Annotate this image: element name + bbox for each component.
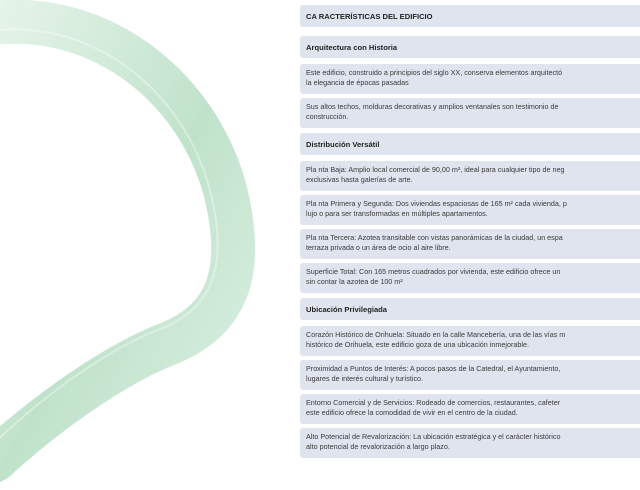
feature-text-line: Este edificio, construido a principios del siglo XX, conserva elementos arquitectó: [306, 68, 563, 77]
feature-text-line: exclusivas hasta galerías de arte.: [306, 175, 413, 185]
feature-item: [300, 326, 640, 356]
section-heading-distribution: [300, 133, 640, 155]
feature-text-line: Pla nta Tercera: Azotea transitable con vistas panorámicas de la ciudad, un espa: [306, 233, 563, 242]
panel-title: [300, 5, 640, 27]
feature-item: [300, 98, 640, 128]
feature-item: [300, 195, 640, 225]
feature-text-line: alto potencial de revalorización a largo plazo.: [306, 442, 450, 452]
feature-text-line: construcción.: [306, 112, 349, 122]
feature-item: [300, 263, 640, 293]
feature-text-line: Alto Potencial de Revalorización: La ubicación estratégica y el carácter histórico: [306, 432, 561, 441]
section-heading-text: Distribución Versátil: [306, 139, 380, 149]
panel-title-text: CA RACTERÍSTICAS DEL EDIFICIO: [306, 11, 433, 21]
feature-text-line: Pla nta Baja: Amplio local comercial de 90,00 m², ideal para cualquier tipo de neg: [306, 165, 565, 174]
feature-text-line: Pla nta Primera y Segunda: Dos viviendas espaciosas de 165 m² cada vivienda, p: [306, 199, 567, 208]
feature-text-line: lujo o para ser transformadas en múltiples apartamentos.: [306, 209, 488, 219]
feature-text-line: terraza privada o un área de ocio al aire libre.: [306, 243, 451, 253]
feature-item: [300, 428, 640, 458]
feature-text-line: Corazón Histórico de Orihuela: Situado en la calle Mancebería, una de las vías m: [306, 330, 566, 339]
feature-item: [300, 229, 640, 259]
building-features-panel: [300, 0, 640, 480]
section-heading-location: [300, 298, 640, 320]
feature-text-line: lugares de interés cultural y turístico.: [306, 374, 424, 384]
feature-item: [300, 161, 640, 191]
feature-text-line: la elegancia de épocas pasadas: [306, 78, 409, 88]
feature-item: [300, 360, 640, 390]
feature-item: [300, 394, 640, 424]
section-heading-text: Ubicación Privilegiada: [306, 304, 388, 314]
feature-text-line: este edificio ofrece la comodidad de vivir en el centro de la ciudad.: [306, 408, 518, 418]
green-ring-graphic: [0, 0, 280, 490]
section-heading-text: Arquitectura con Historia: [306, 42, 398, 52]
feature-text-line: histórico de Orihuela, este edificio goza de una ubicación inmejorable.: [306, 340, 529, 350]
feature-text-line: Superficie Total: Con 165 metros cuadrados por vivienda, este edificio ofrece un: [306, 267, 561, 276]
section-heading-architecture: [300, 36, 640, 58]
feature-text-line: Proximidad a Puntos de Interés: A pocos pasos de la Catedral, el Ayuntamiento,: [306, 364, 561, 373]
feature-text-line: sin contar la azotea de 100 m²: [306, 277, 403, 287]
feature-item: [300, 64, 640, 94]
feature-text-line: Entorno Comercial y de Servicios: Rodeado de comercios, restaurantes, cafeter: [306, 398, 561, 407]
feature-text-line: Sus altos techos, molduras decorativas y amplios ventanales son testimonio de: [306, 102, 559, 111]
